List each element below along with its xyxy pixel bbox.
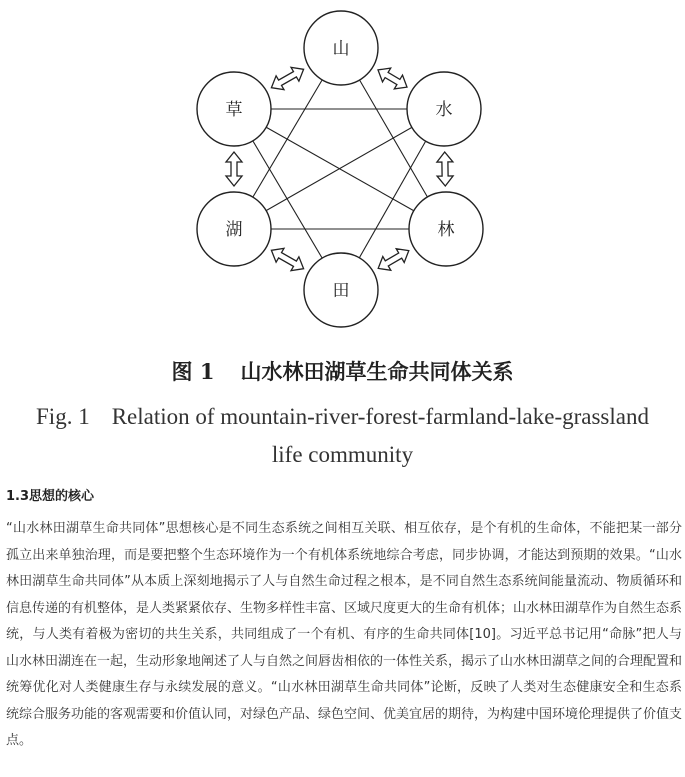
figure-caption-cn	[0, 356, 685, 386]
figure-caption-en	[20, 398, 665, 474]
double-arrow	[378, 249, 409, 271]
life-community-diagram	[0, 0, 685, 340]
connection-lines	[253, 80, 428, 258]
figure-number-en: Fig. 1	[36, 404, 90, 429]
figure-title-cn: 山水林田湖草生命共同体关系	[240, 359, 514, 384]
double-arrow	[437, 152, 453, 186]
node-label-shan: 山	[332, 39, 350, 59]
node-label-hu: 湖	[225, 220, 243, 240]
double-arrow	[271, 67, 303, 89]
node-label-lin: 林	[437, 220, 455, 240]
node-label-cao: 草	[225, 100, 243, 120]
section-heading: 1.3思想的核心	[6, 489, 95, 504]
double-arrow	[226, 152, 242, 186]
section-paragraph: “山水林田湖草生命共同体”思想核心是不同生态系统之间相互关联、相互依存，是个有机的生命体，不能把某一部分孤立出来单独治理，而是要把整个生态环境作为一个有机体系统地综合考虑，同步协调，才能达到预期的效果。“山水林田湖草生命共同体”从本质上深刻地揭示了人与自然生命过程之根本，是不同自然生态系统间能量流动、物质循环和信息传递的有机整体，是人类紧紧依存、生物多样性丰富、区域尺度更大的生命有机体；山水林田湖草作为自然生态系统，与人类有着极为密切的共生关系，共同组成了一个有机、有序的生命共同体[10]。习近平总书记用“命脉”把人与山水林田湖连在一起，生动形象地阐述了人与自然之间唇齿相依的一体性关系，揭示了山水林田湖草之间的合理配置和统筹优化对人类健康生存与永续发展的意义。“山水林田湖草生命共同体”论断，反映了人类对生态健康安全和生态系统综合服务功能的客观需要和价值认同，对绿色产品、绿色空间、优美宜居的期待，为构建中国环境伦理提供了价值支点。	[6, 521, 683, 748]
figure-number-cn: 图 1	[171, 359, 215, 384]
node-label-tian: 田	[332, 281, 350, 301]
figure-title-en: Relation of mountain-river-forest-farmland-lake-grassland life community	[111, 404, 649, 467]
node-label-shui: 水	[435, 100, 453, 120]
double-arrow	[271, 248, 303, 270]
double-arrow	[378, 68, 407, 89]
